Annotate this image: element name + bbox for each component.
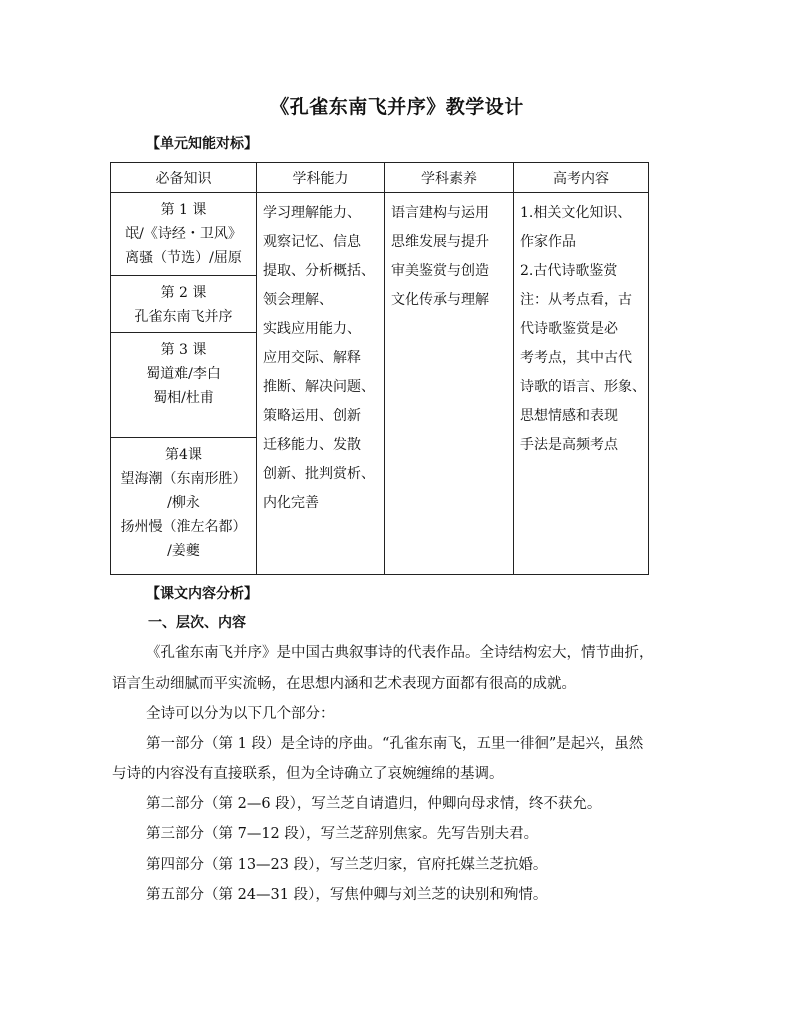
ability-line: 实践应用能力、 — [263, 321, 361, 337]
paragraph-line: 第三部分（第 7—12 段），写兰芝辞别焦家。先写告别夫君。 — [146, 826, 539, 842]
lesson-cell-3 — [111, 333, 257, 438]
lesson-item: 蜀相/杜甫 — [153, 390, 214, 406]
ability-line: 观察记忆、信息 — [263, 234, 361, 250]
lesson-name: 第 2 课 — [160, 285, 207, 301]
exam-line: 手法是高频考点 — [520, 437, 618, 453]
analysis-section-heading: 【课文内容分析】 — [146, 586, 258, 602]
table-header-row — [111, 163, 649, 193]
header-exam: 高考内容 — [514, 163, 649, 193]
paragraph-line: 第五部分（第 24—31 段），写焦仲卿与刘兰芝的诀别和殉情。 — [146, 887, 548, 903]
header-literacy: 学科素养 — [385, 163, 514, 193]
exam-line: 注：从考点看，古 — [520, 292, 632, 308]
lesson-item: /姜夔 — [167, 543, 200, 559]
exam-line: 1.相关文化知识、 — [520, 205, 632, 221]
ability-line: 领会理解、 — [263, 292, 333, 308]
lesson-item: 孔雀东南飞并序 — [134, 309, 233, 325]
exam-line: 诗歌的语言、形象、 — [520, 379, 646, 395]
header-ability: 学科能力 — [257, 163, 385, 193]
knowledge-table — [110, 162, 649, 575]
literacy-line: 思维发展与提升 — [391, 234, 489, 250]
exam-line: 作家作品 — [520, 234, 576, 250]
ability-line: 提取、分析概括、 — [263, 263, 375, 279]
lesson-item: 扬州慢（淮左名都） — [120, 519, 247, 535]
lesson-item: 蜀道难/李白 — [146, 366, 221, 382]
exam-line: 2.古代诗歌鉴赏 — [520, 263, 618, 279]
ability-line: 推断、解决问题、 — [263, 379, 375, 395]
paragraph-line: 第四部分（第 13—23 段），写兰芝归家，官府托媒兰芝抗婚。 — [146, 857, 548, 873]
literacy-cell — [385, 193, 514, 575]
lesson-cell-1 — [111, 193, 257, 276]
paragraph-line: 第二部分（第 2—6 段），写兰芝自请遣归，仲卿向母求情，终不获允。 — [146, 796, 602, 812]
page-title: 《孔雀东南飞并序》教学设计 — [270, 96, 524, 118]
lesson-name: 第 1 课 — [160, 202, 207, 218]
lesson-name: 第4课 — [165, 447, 202, 463]
ability-line: 学习理解能力、 — [263, 205, 361, 221]
exam-cell — [514, 193, 649, 575]
lesson-item: 望海潮（东南形胜） — [120, 471, 247, 487]
ability-line: 迁移能力、发散 — [263, 437, 361, 453]
literacy-line: 审美鉴赏与创造 — [391, 263, 489, 279]
ability-line: 策略运用、创新 — [263, 408, 361, 424]
lesson-cell-4 — [111, 438, 257, 575]
lesson-item: 氓/《诗经・卫风》 — [125, 226, 242, 242]
ability-line: 内化完善 — [263, 495, 319, 511]
literacy-line: 语言建构与运用 — [391, 205, 489, 221]
paragraph-line: 《孔雀东南飞并序》是中国古典叙事诗的代表作品。全诗结构宏大，情节曲折， — [146, 645, 654, 661]
header-knowledge: 必备知识 — [111, 163, 257, 193]
paragraph-line: 语言生动细腻而平实流畅，在思想内涵和艺术表现方面都有很高的成就。 — [112, 676, 576, 692]
unit-section-heading: 【单元知能对标】 — [146, 136, 258, 152]
paragraph-line: 与诗的内容没有直接联系，但为全诗确立了哀婉缠绵的基调。 — [112, 766, 504, 782]
lesson-item: /柳永 — [167, 495, 200, 511]
exam-line: 考考点，其中古代 — [520, 350, 632, 366]
paragraph-line: 全诗可以分为以下几个部分： — [146, 706, 335, 722]
lesson-name: 第 3 课 — [160, 342, 207, 358]
exam-line: 代诗歌鉴赏是必 — [520, 321, 618, 337]
literacy-line: 文化传承与理解 — [391, 292, 489, 308]
table-row — [111, 193, 649, 276]
exam-line: 思想情感和表现 — [520, 408, 618, 424]
subheading-levels: 一、层次、内容 — [148, 615, 246, 631]
paragraph-line: 第一部分（第 1 段）是全诗的序曲。“孔雀东南飞，五里一徘徊”是起兴，虽然 — [146, 736, 644, 752]
lesson-item: 离骚（节选）/屈原 — [125, 250, 242, 266]
ability-line: 创新、批判赏析、 — [263, 466, 375, 482]
ability-cell — [257, 193, 385, 575]
lesson-cell-2 — [111, 276, 257, 333]
ability-line: 应用交际、解释 — [263, 350, 361, 366]
